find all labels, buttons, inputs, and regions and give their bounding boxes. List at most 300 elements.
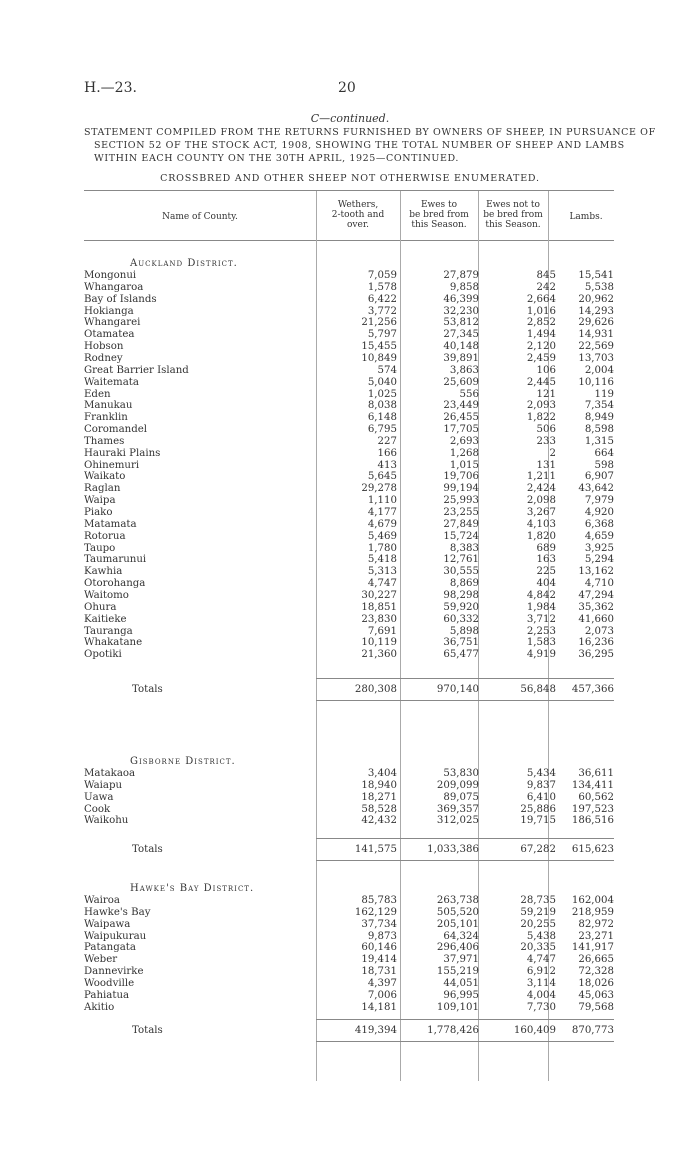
lambs-value: 13,162 — [578, 566, 614, 578]
ewes-bred-value: 53,812 — [443, 317, 479, 329]
table-row — [84, 614, 614, 626]
lambs-value: 18,026 — [578, 977, 614, 989]
column-header-ewes-bred-line: Ewes to — [420, 200, 458, 210]
table-row — [84, 448, 614, 460]
lambs-value: 43,642 — [578, 483, 614, 495]
table-row — [84, 412, 614, 424]
ewes-bred-value: 296,406 — [436, 942, 479, 954]
wethers-total: 419,394 — [354, 1025, 397, 1036]
ewes-bred-value: 505,520 — [436, 906, 479, 918]
lambs-value: 197,523 — [571, 803, 614, 815]
table-row — [84, 471, 614, 483]
ewes-not-bred-value: 4,103 — [526, 518, 556, 530]
table-row — [84, 519, 614, 531]
table-row — [84, 317, 614, 329]
lambs-value: 60,562 — [578, 791, 614, 803]
column-header-ewes-bred-line: be bred from — [409, 210, 469, 220]
totals-row — [84, 1024, 614, 1038]
wethers-value: 3,772 — [367, 305, 397, 317]
ewes-not-bred-value: 25,886 — [520, 803, 556, 815]
wethers-value: 5,469 — [367, 530, 397, 542]
ewes-not-bred-value: 6,410 — [526, 791, 556, 803]
ewes-not-bred-value: 7,730 — [526, 1001, 556, 1013]
ewes-not-bred-value: 4,747 — [526, 954, 556, 966]
ewes-bred-value: 19,706 — [443, 471, 479, 483]
table-row — [84, 768, 614, 780]
ewes-not-bred-value: 1,984 — [526, 601, 556, 613]
lambs-value: 5,538 — [584, 281, 614, 293]
ewes-bred-value: 12,761 — [443, 554, 479, 566]
ewes-bred-value: 556 — [459, 388, 479, 400]
wethers-value: 60,146 — [361, 942, 397, 954]
ewes-bred-value: 59,920 — [443, 601, 479, 613]
lambs-value: 1,315 — [584, 435, 614, 447]
column-header-ewes-bred — [400, 200, 478, 230]
county-name: Piako — [84, 507, 113, 518]
ewes-not-bred-value: 2,120 — [526, 341, 556, 353]
column-header-wethers-line: Wethers, — [337, 200, 379, 210]
lambs-value: 29,626 — [578, 317, 614, 329]
ewes-bred-value: 25,993 — [443, 495, 479, 507]
table-subtitle: CROSSBRED AND OTHER SHEEP NOT OTHERWISE ENUMERATED. — [160, 173, 540, 184]
lambs-value: 23,271 — [578, 930, 614, 942]
table-row — [84, 626, 614, 638]
county-name: Uawa — [84, 791, 114, 803]
table-row — [84, 377, 614, 389]
wethers-value: 18,940 — [361, 779, 397, 791]
table-row — [84, 294, 614, 306]
ewes-not-bred-total: 160,409 — [513, 1025, 556, 1036]
ewes-bred-value: 26,455 — [443, 412, 479, 424]
ewes-not-bred-value: 845 — [536, 270, 556, 281]
ewes-bred-value: 27,849 — [443, 518, 479, 530]
ewes-bred-value: 96,995 — [443, 989, 479, 1001]
table-row — [84, 460, 614, 472]
ewes-not-bred-value: 9,837 — [526, 779, 556, 791]
ewes-bred-value: 98,298 — [443, 589, 479, 601]
column-header-ewes-not-bred — [478, 200, 548, 230]
county-name: Coromandel — [84, 424, 148, 436]
county-name: Manukau — [84, 400, 133, 412]
wethers-value: 6,148 — [367, 412, 397, 424]
ewes-bred-total: 1,778,426 — [427, 1025, 479, 1036]
ewes-bred-value: 312,025 — [436, 815, 479, 827]
ewes-bred-value: 8,869 — [449, 578, 479, 590]
ewes-bred-value: 23,449 — [443, 400, 479, 412]
column-header-ewes-bred-line: this Season. — [411, 220, 467, 230]
lambs-value: 5,294 — [584, 554, 614, 566]
wethers-value: 3,404 — [367, 768, 397, 779]
wethers-value: 1,780 — [367, 542, 397, 554]
totals-bottom-rule — [316, 1041, 614, 1042]
ewes-not-bred-total: 67,282 — [520, 844, 556, 855]
lambs-value: 141,917 — [571, 942, 614, 954]
lambs-value: 16,236 — [578, 637, 614, 649]
wethers-total: 141,575 — [354, 844, 397, 855]
wethers-value: 5,040 — [367, 376, 397, 388]
ewes-bred-value: 5,898 — [449, 625, 479, 637]
county-name: Weber — [84, 954, 118, 966]
county-name: Pahiatua — [84, 989, 130, 1001]
table-row — [84, 942, 614, 954]
wethers-value: 37,734 — [361, 918, 397, 930]
ewes-not-bred-value: 2,852 — [526, 317, 556, 329]
totals-bottom-rule — [316, 700, 614, 701]
county-name: Hauraki Plains — [84, 447, 161, 459]
county-name: Bay of Islands — [84, 293, 157, 305]
lambs-value: 2,073 — [584, 625, 614, 637]
lambs-value: 218,959 — [571, 906, 614, 918]
totals-row — [84, 843, 614, 857]
ewes-not-bred-value: 404 — [536, 578, 556, 590]
county-name: Waiapu — [84, 779, 123, 791]
lambs-value: 186,516 — [571, 815, 614, 827]
ewes-not-bred-value: 5,438 — [526, 930, 556, 942]
wethers-value: 5,797 — [367, 329, 397, 341]
county-name: Raglan — [84, 483, 121, 495]
table-row — [84, 804, 614, 816]
ewes-not-bred-value: 59,219 — [520, 906, 556, 918]
ewes-bred-value: 25,609 — [443, 376, 479, 388]
ewes-bred-value: 65,477 — [443, 649, 479, 661]
ewes-not-bred-value: 4,842 — [526, 589, 556, 601]
wethers-value: 7,006 — [367, 989, 397, 1001]
column-header-ewes-not-bred-line: be bred from — [483, 210, 543, 220]
ewes-bred-value: 369,357 — [436, 803, 479, 815]
wethers-value: 1,578 — [367, 281, 397, 293]
ewes-bred-value: 32,230 — [443, 305, 479, 317]
ewes-bred-value: 40,148 — [443, 341, 479, 353]
lambs-value: 6,907 — [584, 471, 614, 483]
table-row — [84, 495, 614, 507]
totals-top-rule — [316, 1019, 614, 1020]
totals-label: Totals — [132, 844, 163, 855]
lambs-value: 3,925 — [584, 542, 614, 554]
wethers-value: 1,110 — [367, 495, 397, 507]
totals-top-rule — [316, 678, 614, 679]
county-name: Waipawa — [84, 918, 131, 930]
lambs-value: 162,004 — [571, 895, 614, 906]
county-name: Mongonui — [84, 270, 137, 281]
lambs-value: 26,665 — [578, 954, 614, 966]
ewes-not-bred-value: 3,267 — [526, 507, 556, 518]
table-row — [84, 436, 614, 448]
ewes-not-bred-value: 2,445 — [526, 376, 556, 388]
ewes-bred-value: 37,971 — [443, 954, 479, 966]
county-name: Tauranga — [84, 625, 133, 637]
column-header-ewes-not-bred-line: Ewes not to — [486, 200, 540, 210]
ewes-bred-value: 1,268 — [449, 447, 479, 459]
lambs-value: 8,949 — [584, 412, 614, 424]
county-name: Opotiki — [84, 649, 122, 661]
column-header-wethers-line: over. — [346, 220, 369, 230]
column-header-name: Name of County. — [162, 212, 238, 222]
county-name: Woodville — [84, 977, 135, 989]
wethers-value: 227 — [377, 435, 397, 447]
table-row — [84, 966, 614, 978]
table-row — [84, 590, 614, 602]
county-name: Kaitieke — [84, 613, 127, 625]
lambs-value: 14,293 — [578, 305, 614, 317]
county-name: Eden — [84, 388, 111, 400]
table-row — [84, 389, 614, 401]
district-title: Hawke's Bay District. — [130, 883, 255, 894]
page-number: 20 — [338, 80, 356, 96]
county-name: Taupo — [84, 542, 116, 554]
ewes-not-bred-value: 225 — [536, 566, 556, 578]
wethers-value: 5,418 — [367, 554, 397, 566]
ewes-not-bred-value: 2,098 — [526, 495, 556, 507]
table-row — [84, 649, 614, 661]
table-row — [84, 306, 614, 318]
table-row — [84, 566, 614, 578]
table-row — [84, 531, 614, 543]
ewes-not-bred-value: 163 — [536, 554, 556, 566]
county-name: Thames — [84, 435, 125, 447]
ewes-not-bred-value: 2 — [549, 447, 556, 459]
wethers-value: 8,038 — [367, 400, 397, 412]
table-row — [84, 931, 614, 943]
county-name: Akitio — [84, 1001, 115, 1013]
county-name: Rotorua — [84, 530, 126, 542]
ewes-bred-total: 1,033,386 — [427, 844, 479, 855]
lambs-value: 664 — [594, 447, 614, 459]
ewes-not-bred-total: 56,848 — [520, 684, 556, 695]
ewes-bred-value: 15,724 — [443, 530, 479, 542]
lambs-value: 45,063 — [578, 989, 614, 1001]
wethers-value: 6,422 — [367, 293, 397, 305]
statement-line-2: SECTION 52 OF THE STOCK ACT, 1908, SHOWING THE TOTAL NUMBER OF SHEEP AND LAMBS — [94, 140, 625, 151]
table-row — [84, 602, 614, 614]
column-header-wethers-line: 2-tooth and — [331, 210, 385, 220]
lambs-value: 22,569 — [578, 341, 614, 353]
county-name: Hawke's Bay — [84, 906, 151, 918]
ewes-not-bred-value: 131 — [536, 459, 556, 471]
wethers-value: 1,025 — [367, 388, 397, 400]
ewes-bred-value: 53,830 — [443, 768, 479, 779]
table-row — [84, 919, 614, 931]
wethers-value: 574 — [377, 364, 397, 376]
ewes-bred-value: 1,015 — [449, 459, 479, 471]
lambs-value: 82,972 — [578, 918, 614, 930]
totals-top-rule — [316, 838, 614, 839]
wethers-value: 162,129 — [354, 906, 397, 918]
ewes-bred-value: 263,738 — [436, 895, 479, 906]
ewes-not-bred-value: 4,004 — [526, 989, 556, 1001]
county-name: Otorohanga — [84, 578, 146, 590]
ewes-not-bred-value: 4,919 — [526, 649, 556, 661]
county-name: Taumarunui — [84, 554, 147, 566]
wethers-value: 4,397 — [367, 977, 397, 989]
column-header-ewes-not-bred-line: this Season. — [485, 220, 541, 230]
wethers-value: 5,313 — [367, 566, 397, 578]
lambs-value: 79,568 — [578, 1001, 614, 1013]
county-name: Great Barrier Island — [84, 364, 189, 376]
table-row — [84, 282, 614, 294]
county-name: Whangarei — [84, 317, 141, 329]
lambs-value: 598 — [594, 459, 614, 471]
lambs-value: 6,368 — [584, 518, 614, 530]
table-row — [84, 954, 614, 966]
wethers-value: 85,783 — [361, 895, 397, 906]
lambs-value: 72,328 — [578, 966, 614, 978]
ewes-bred-value: 23,255 — [443, 507, 479, 518]
county-name: Matakaoa — [84, 768, 136, 779]
lambs-value: 2,004 — [584, 364, 614, 376]
header-bottom-rule — [84, 240, 614, 241]
totals-row — [84, 683, 614, 697]
table-row — [84, 990, 614, 1002]
ewes-bred-value: 155,219 — [436, 966, 479, 978]
table-row — [84, 483, 614, 495]
ewes-bred-value: 209,099 — [436, 779, 479, 791]
ewes-not-bred-value: 20,255 — [520, 918, 556, 930]
table-row — [84, 780, 614, 792]
column-header-lambs: Lambs. — [569, 212, 603, 222]
lambs-value: 35,362 — [578, 601, 614, 613]
county-name: Waitemata — [84, 376, 139, 388]
lambs-value: 15,541 — [578, 270, 614, 281]
county-name: Patangata — [84, 942, 136, 954]
wethers-value: 18,851 — [361, 601, 397, 613]
lambs-value: 47,294 — [578, 589, 614, 601]
ewes-not-bred-value: 2,093 — [526, 400, 556, 412]
ewes-not-bred-value: 20,335 — [520, 942, 556, 954]
table-row — [84, 554, 614, 566]
ewes-bred-value: 39,891 — [443, 352, 479, 364]
district-title: Gisborne District. — [130, 756, 236, 767]
statement-line-1: STATEMENT COMPILED FROM THE RETURNS FURNISHED BY OWNERS OF SHEEP, IN PURSUANCE OF — [84, 127, 656, 138]
column-header-wethers — [316, 200, 400, 230]
table-row — [84, 792, 614, 804]
ewes-not-bred-value: 506 — [536, 424, 556, 436]
ewes-not-bred-value: 1,016 — [526, 305, 556, 317]
table-row — [84, 329, 614, 341]
wethers-value: 15,455 — [361, 341, 397, 353]
county-name: Whangaroa — [84, 281, 144, 293]
totals-label: Totals — [132, 1025, 163, 1036]
wethers-value: 58,528 — [361, 803, 397, 815]
totals-bottom-rule — [316, 860, 614, 861]
totals-label: Totals — [132, 684, 163, 695]
lambs-value: 119 — [594, 388, 614, 400]
statement-line-3: WITHIN EACH COUNTY ON THE 30TH APRIL, 1925—CONTINUED. — [94, 153, 460, 164]
wethers-value: 23,830 — [361, 613, 397, 625]
county-name: Waitomo — [84, 589, 129, 601]
county-name: Ohura — [84, 601, 117, 613]
lambs-total: 457,366 — [571, 684, 614, 695]
ewes-bred-value: 17,705 — [443, 424, 479, 436]
statement-title — [84, 126, 664, 165]
document-code: H.—23. — [84, 80, 137, 96]
wethers-value: 166 — [377, 447, 397, 459]
ewes-bred-value: 60,332 — [443, 613, 479, 625]
county-name: Waipukurau — [84, 930, 147, 942]
lambs-value: 36,611 — [578, 768, 614, 779]
ewes-bred-value: 109,101 — [436, 1001, 479, 1013]
table-row — [84, 907, 614, 919]
county-name: Cook — [84, 803, 111, 815]
county-name: Ohinemuri — [84, 459, 140, 471]
ewes-not-bred-value: 3,712 — [526, 613, 556, 625]
lambs-value: 36,295 — [578, 649, 614, 661]
county-name: Rodney — [84, 352, 123, 364]
wethers-value: 7,691 — [367, 625, 397, 637]
county-name: Matamata — [84, 518, 137, 530]
table-row — [84, 578, 614, 590]
table-row — [84, 543, 614, 555]
table-row — [84, 400, 614, 412]
wethers-value: 21,360 — [361, 649, 397, 661]
county-name: Waipa — [84, 495, 116, 507]
lambs-value: 4,710 — [584, 578, 614, 590]
ewes-bred-value: 205,101 — [436, 918, 479, 930]
wethers-value: 10,119 — [361, 637, 397, 649]
wethers-value: 29,278 — [361, 483, 397, 495]
district-title: Auckland District. — [130, 258, 238, 269]
wethers-value: 6,795 — [367, 424, 397, 436]
ewes-not-bred-value: 2,253 — [526, 625, 556, 637]
lambs-value: 20,962 — [578, 293, 614, 305]
wethers-value: 4,679 — [367, 518, 397, 530]
ewes-not-bred-value: 106 — [536, 364, 556, 376]
table-row — [84, 978, 614, 990]
table-row — [84, 637, 614, 649]
ewes-bred-value: 9,858 — [449, 281, 479, 293]
ewes-not-bred-value: 28,735 — [520, 895, 556, 906]
wethers-total: 280,308 — [354, 684, 397, 695]
ewes-bred-value: 3,863 — [449, 364, 479, 376]
ewes-bred-value: 89,075 — [443, 791, 479, 803]
county-name: Franklin — [84, 412, 128, 424]
ewes-not-bred-value: 233 — [536, 435, 556, 447]
lambs-total: 615,623 — [571, 844, 614, 855]
table-row — [84, 341, 614, 353]
ewes-bred-value: 99,194 — [443, 483, 479, 495]
county-name: Whakatane — [84, 637, 143, 649]
wethers-value: 7,059 — [367, 270, 397, 281]
ewes-not-bred-value: 689 — [536, 542, 556, 554]
lambs-total: 870,773 — [571, 1025, 614, 1036]
ewes-bred-value: 2,693 — [449, 435, 479, 447]
county-name: Hobson — [84, 341, 124, 353]
table-row — [84, 815, 614, 827]
county-name: Waikohu — [84, 815, 129, 827]
lambs-value: 7,354 — [584, 400, 614, 412]
county-name: Waikato — [84, 471, 126, 483]
lambs-value: 134,411 — [571, 779, 614, 791]
ewes-bred-value: 46,399 — [443, 293, 479, 305]
wethers-value: 4,177 — [367, 507, 397, 518]
wethers-value: 14,181 — [361, 1001, 397, 1013]
lambs-value: 4,920 — [584, 507, 614, 518]
ewes-not-bred-value: 19,715 — [520, 815, 556, 827]
ewes-not-bred-value: 1,820 — [526, 530, 556, 542]
wethers-value: 18,731 — [361, 966, 397, 978]
ewes-not-bred-value: 1,583 — [526, 637, 556, 649]
ewes-bred-value: 36,751 — [443, 637, 479, 649]
lambs-value: 8,598 — [584, 424, 614, 436]
ewes-not-bred-value: 1,822 — [526, 412, 556, 424]
wethers-value: 10,849 — [361, 352, 397, 364]
table-row — [84, 1002, 614, 1014]
ewes-not-bred-value: 2,459 — [526, 352, 556, 364]
continued-label: C—continued. — [310, 112, 390, 125]
ewes-bred-value: 30,555 — [443, 566, 479, 578]
county-name: Wairoa — [84, 895, 120, 906]
table-row — [84, 895, 614, 907]
ewes-not-bred-value: 3,114 — [526, 977, 556, 989]
